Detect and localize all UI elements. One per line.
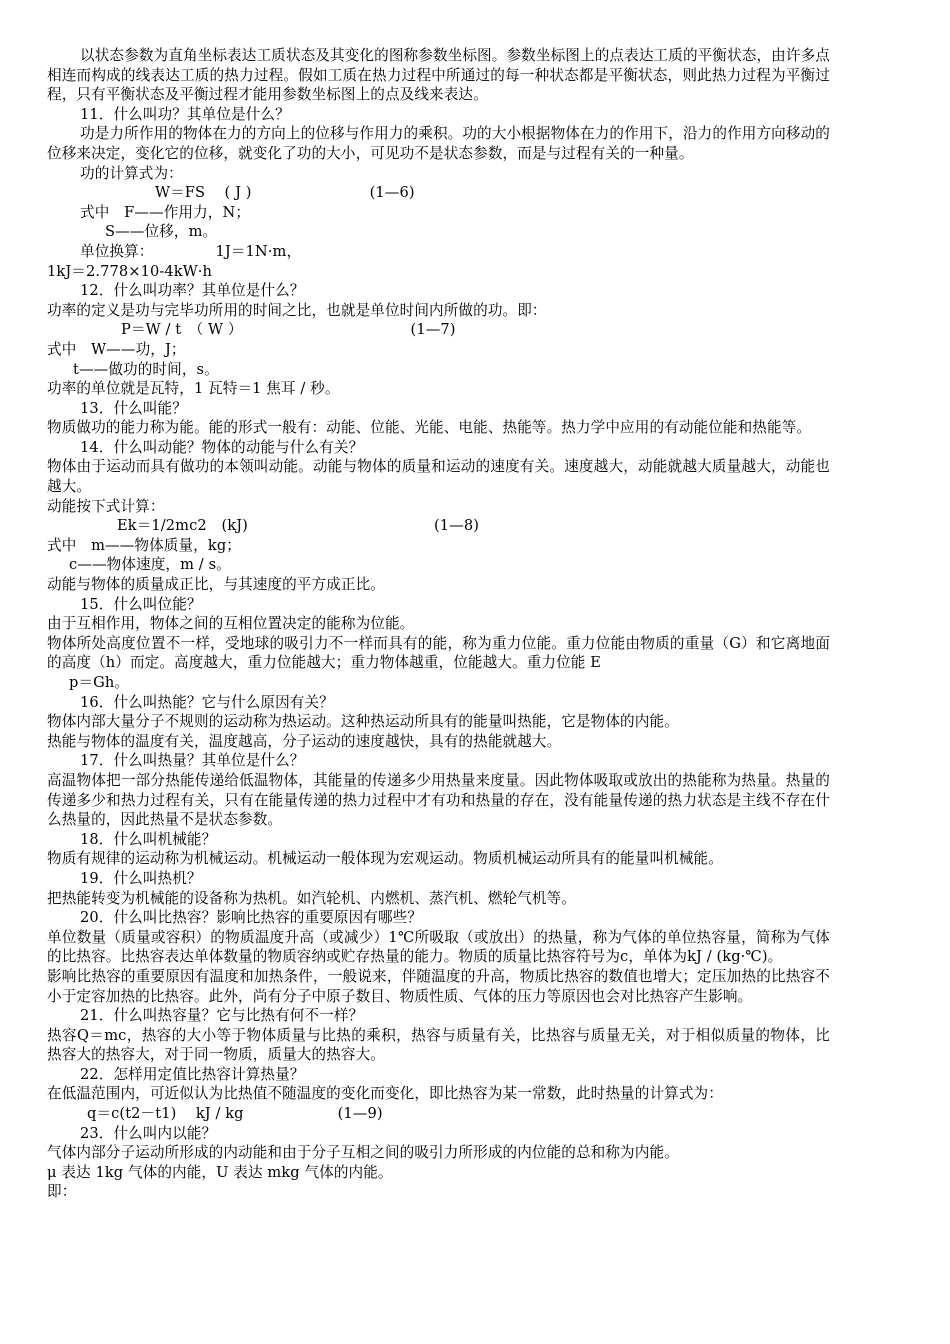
answer-11: 功是力所作用的物体在力的方向上的位移与作用力的乘积。功的大小根据物体在力的作用下，沿力的作用方向移动的位移来决定，变化它的位移，就变化了功的大小，可见功不是状态参数，而是与过程有关的一种量。 <box>47 125 830 162</box>
answer-15-line-1: 由于互相作用，物体之间的互相位置决定的能称为位能。 <box>47 615 415 633</box>
answer-11-unit-label: 单位换算： <box>80 242 154 260</box>
formula-1-6-expr: W＝FS ( J ) <box>155 184 252 202</box>
formula-1-9 <box>47 1104 830 1124</box>
answer-14-where-m: 式中 m——物体质量，kg； <box>47 536 241 554</box>
answer-17: 高温物体把一部分热能传递给低温物体，其能量的传递多少用热量来度量。因此物体吸取或放出的热能称为热量。热量的传递多少和热力过程有关，只有在能量传递的热力过程中才有功和热量的存在，没有能量传递的热力状态是主线不存在什么热量的，因此热量不是状态参数。 <box>47 771 830 829</box>
question-23: 23．什么叫内以能？ <box>80 1124 217 1142</box>
question-15: 15．什么叫位能？ <box>80 595 202 613</box>
answer-20-para-2: 影响比热容的重要原因有温度和加热条件，一般说来，伴随温度的升高，物质比热容的数值也增大；定压加热的比热容不小于定容加热的比热容。此外，尚有分子中原子数目、物质性质、气体的压力等原因也会对比热容产生影响。 <box>47 967 830 1005</box>
answer-13: 物质做功的能力称为能。能的形式一般有：动能、位能、光能、电能、热能等。热力学中应用的有动能位能和热能等。 <box>47 419 812 437</box>
formula-1-7 <box>47 320 830 340</box>
formula-1-7-number: (1—7) <box>410 321 456 339</box>
question-17: 17．什么叫热量？其单位是什么？ <box>80 752 305 770</box>
formula-1-6 <box>47 183 830 203</box>
answer-23-line-1: 气体内部分子运动所形成的内动能和由于分子互相之间的吸引力所形成的内位能的总和称为内能。 <box>47 1144 679 1162</box>
formula-1-9-expr: q＝c(t2－t1) kJ / kg <box>87 1105 244 1123</box>
question-22: 22．怎样用定值比热容计算热量？ <box>80 1065 305 1083</box>
answer-22: 在低温范围内，可近似认为比热值不随温度的变化而变化，即比热容为某一常数，此时热量的计算式为： <box>47 1085 723 1103</box>
question-21: 21．什么叫热容量？它与比热有何不一样？ <box>80 1007 364 1025</box>
answer-11-where-f: 式中 F——作用力，N； <box>80 203 251 221</box>
question-13: 13．什么叫能？ <box>80 399 187 417</box>
formula-1-8-expr: Ek＝1/2mc2 (kJ) <box>117 517 248 535</box>
answer-14-note: 动能与物体的质量成正比，与其速度的平方成正比。 <box>47 576 385 594</box>
formula-1-9-number: (1—9) <box>337 1105 383 1123</box>
answer-16-line-2: 热能与物体的温度有关，温度越高，分子运动的速度越快，具有的热能就越大。 <box>47 732 562 750</box>
answer-23-line-2: μ 表达 1kg 气体的内能，U 表达 mkg 气体的内能。 <box>47 1163 393 1181</box>
formula-1-8-number: (1—8) <box>433 517 480 535</box>
formula-1-7-expr: P＝W / t （ W ） <box>121 321 243 339</box>
question-11: 11．什么叫功？其单位是什么？ <box>80 105 290 123</box>
formula-1-6-number: (1—6) <box>369 184 415 202</box>
answer-16-line-1: 物体内部大量分子不规则的运动称为热运动。这种热运动所具有的能量叫热能，它是物体的内能。 <box>47 713 679 731</box>
answer-11-where-s: S——位移，m。 <box>105 223 218 241</box>
paragraph-intro: 以状态参数为直角坐标表达工质状态及其变化的图称参数坐标图。参数坐标图上的点表达工质的平衡状态，由许多点相连而构成的线表达工质的热力过程。假如工质在热力过程中所通过的每一种状态都是平衡状态，则此热力过程为平衡过程，只有平衡状态及平衡过程才能用参数坐标图上的点及线来表达。 <box>47 47 830 104</box>
answer-20-para-1: 单位数量（质量或容积）的物质温度升高（或减少）1℃所吸取（或放出）的热量，称为气体的单位热容量，简称为气体的比热容。比热容表达单体数量的物质容纳或贮存热量的能力。物质的质量比热容符号为c，单体为kJ / (kg·℃)。 <box>47 928 830 966</box>
answer-12-unit: 功率的单位就是瓦特，1 瓦特＝1 焦耳 / 秒。 <box>47 380 340 398</box>
question-19: 19．什么叫热机？ <box>80 869 202 887</box>
answer-12-where-t: t——做功的时间，s。 <box>73 360 219 378</box>
answer-11-unit-kj: 1kJ＝2.778×10-4kW·h <box>47 262 213 280</box>
answer-14-calc-label: 动能按下式计算： <box>47 497 165 515</box>
answer-12: 功率的定义是功与完毕功所用的时间之比，也就是单位时间内所做的功。即： <box>47 301 547 319</box>
question-16: 16．什么叫热能？它与什么原因有关？ <box>80 693 334 711</box>
question-12: 12．什么叫功率？其单位是什么？ <box>80 282 305 300</box>
question-18: 18．什么叫机械能？ <box>80 830 217 848</box>
answer-23-line-3: 即： <box>47 1183 77 1201</box>
question-20: 20．什么叫比热容？影响比热容的重要原因有哪些？ <box>80 909 423 927</box>
answer-14-where-c: c——物体速度，m / s。 <box>69 556 231 574</box>
answer-12-where-w: 式中 W——功，J； <box>47 340 186 358</box>
question-14: 14．什么叫动能？物体的动能与什么有关？ <box>80 438 364 456</box>
answer-11-unit-line <box>47 242 830 262</box>
answer-11-calc-label: 功的计算式为： <box>80 164 183 182</box>
formula-1-8 <box>47 516 830 536</box>
answer-15-line-3: p＝Gh。 <box>69 674 130 691</box>
answer-21: 热容Q＝mc，热容的大小等于物体质量与比热的乘积，热容与质量有关，比热容与质量无关，对于相似质量的物体，比热容大的热容大，对于同一物质，质量大的热容大。 <box>47 1026 830 1064</box>
answer-15-line-2: 物体所处高度位置不一样，受地球的吸引力不一样而具有的能，称为重力位能。重力位能由物质的重量（G）和它离地面的高度（h）而定。高度越大，重力位能越大；重力物体越重，位能越大。重力位能 E <box>47 634 830 672</box>
answer-14: 物体由于运动而具有做功的本领叫动能。动能与物体的质量和运动的速度有关。速度越大，动能就越大质量越大，动能也越大。 <box>47 458 830 496</box>
answer-11-unit-j: 1J＝1N·m， <box>215 242 302 260</box>
answer-18: 物质有规律的运动称为机械运动。机械运动一般体现为宏观运动。物质机械运动所具有的能量叫机械能。 <box>47 850 723 868</box>
answer-19: 把热能转变为机械能的设备称为热机。如汽轮机、内燃机、蒸汽机、燃轮气机等。 <box>47 889 576 907</box>
